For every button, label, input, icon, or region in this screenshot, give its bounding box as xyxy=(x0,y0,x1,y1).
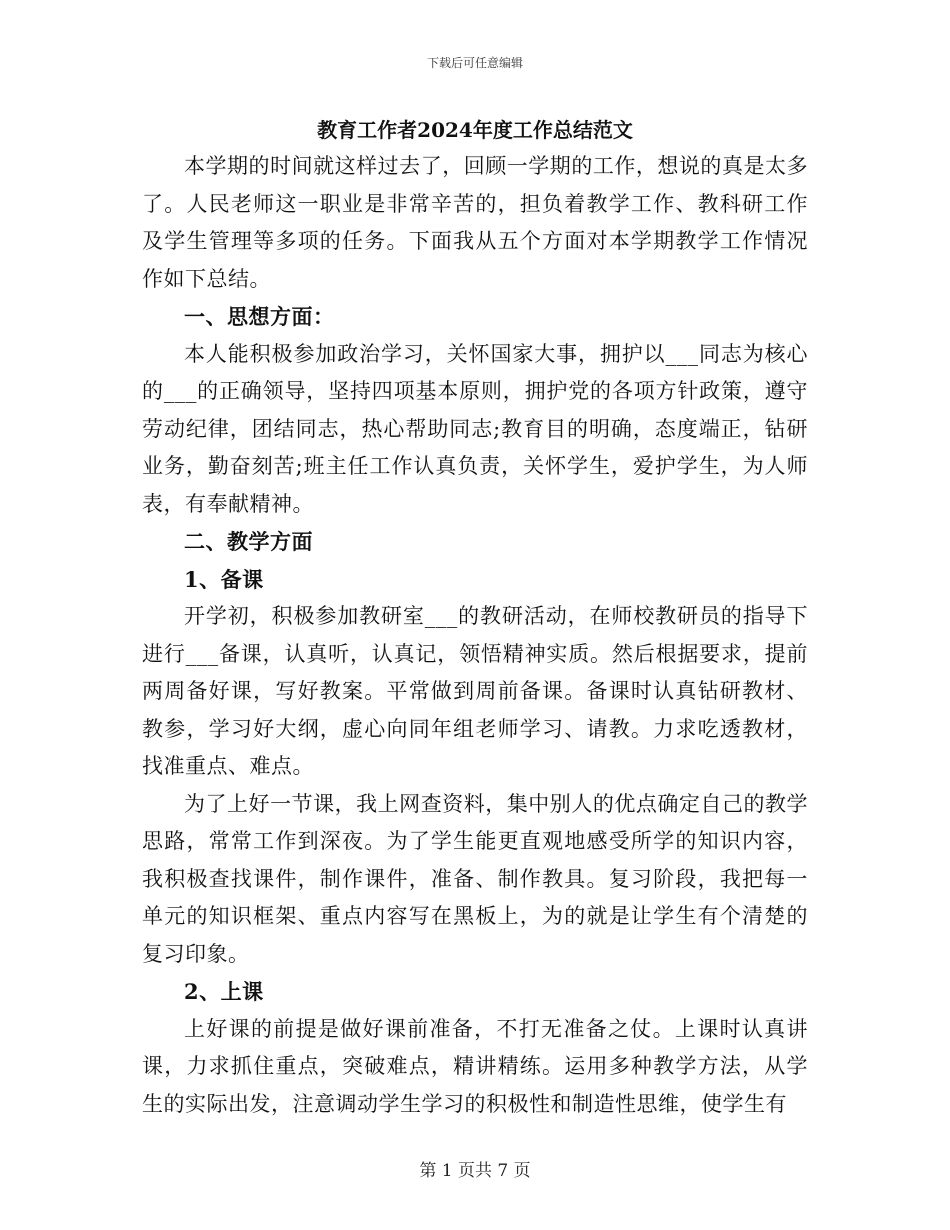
subsection-lesson-prep-heading: 1、备课 xyxy=(184,566,264,592)
section1-paragraph: 本人能积极参加政治学习，关怀国家大事，拥护以___同志为核心的___的正确领导，坚持四项基本原则，拥护党的各项方针政策，遵守劳动纪律，团结同志，热心帮助同志;教育目的明确，态度端正，钻研业务，勤奋刻苦;班主任工作认真负责，关怀学生，爱护学生，为人师表，有奉献精神。 xyxy=(142,341,808,516)
subsection-teaching-heading: 2、上课 xyxy=(184,979,264,1004)
lesson-prep-paragraph-1: 开学初，积极参加教研室___的教研活动，在师校教研员的指导下进行___备课，认真听，认真记，领悟精神实质。然后根据要求，提前两周备好课，写好教案。平常做到周前备课。备课时认真钻研教材、教参，学习好大纲，虚心向同年组老师学习、请教。力求吃透教材，找准重点、难点。 xyxy=(142,604,808,778)
intro-paragraph: 本学期的时间就这样过去了，回顾一学期的工作，想说的真是太多了。人民老师这一职业是非常辛苦的，担负着教学工作、教科研工作及学生管理等多项的任务。下面我从五个方面对本学期教学工作情况作如下总结。 xyxy=(142,154,808,291)
section1-heading: 一、思想方面： xyxy=(184,304,335,329)
lesson-prep-paragraph-2: 为了上好一节课，我上网查资料，集中别人的优点确定自己的教学思路，常常工作到深夜。为了学生能更直观地感受所学的知识内容，我积极查找课件，制作课件，准备、制作教具。复习阶段，我把每一单元的知识框架、重点内容写在黑板上，为的就是让学生有个清楚的复习印象。 xyxy=(142,791,808,966)
page-footer: 第 1 页共 7 页 xyxy=(419,1161,531,1181)
document-title: 教育工作者2024年度工作总结范文 xyxy=(317,118,633,142)
header-note: 下载后可任意编辑 xyxy=(426,56,523,70)
document-body xyxy=(142,112,808,1123)
teaching-paragraph-1: 上好课的前提是做好课前准备，不打无准备之仗。上课时认真讲课，力求抓住重点，突破难点，精讲精练。运用多种教学方法，从学生的实际出发，注意调动学生学习的积极性和制造性思维，使学生有 xyxy=(142,1016,808,1116)
section2-heading: 二、教学方面 xyxy=(184,529,313,554)
